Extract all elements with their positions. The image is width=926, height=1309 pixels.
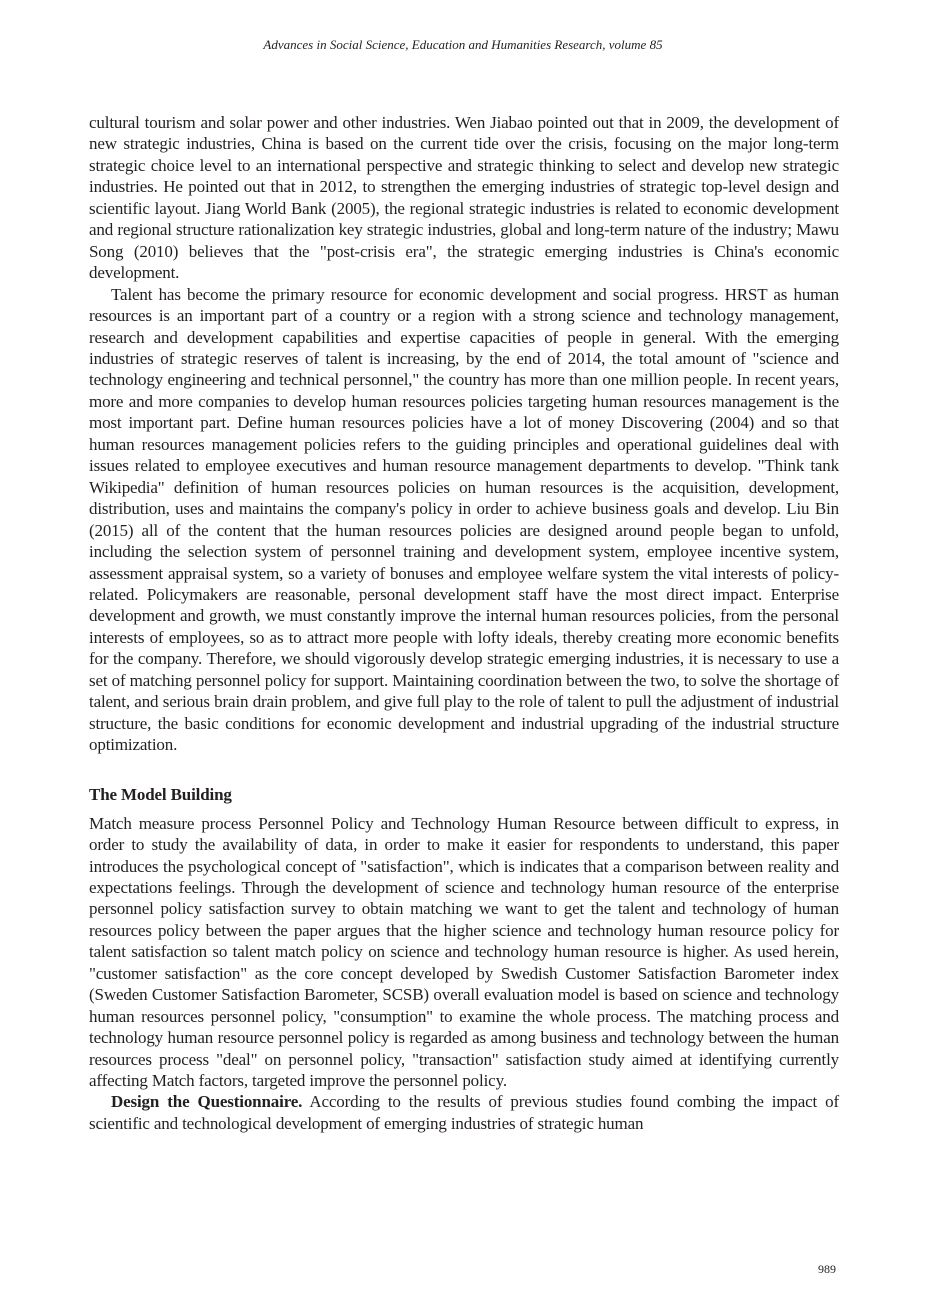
body-paragraph-2: Talent has become the primary resource for economic development and social progress. HRST as human resources is an important part of a country or a region with a strong science and technology management, research and development capabilities and expertise capacities of people in general. With the emerging industries of strategic reserves of talent is increasing, by the end of 2014, the total amount of "science and technology engineering and technical personnel," the country has more than one million people. In recent years, more and more companies to develop human resources policies targeting human resources management is the most important part. Define human resources policies have a lot of money Discovering (2004) and so that human resources management policies refers to the guiding principles and operational guidelines deal with issues related to employee executives and human resource management departments to develop. "Think tank Wikipedia" definition of human resources policies on human resources is the acquisition, development, distribution, uses and maintains the company's policy in order to achieve business goals and develop. Liu Bin (2015) all of the content that the human resources policies are designed around people began to unfold, including the selection system of personnel training and development system, employee incentive system, assessment appraisal system, so a variety of bonuses and employee welfare system the vital interests of policy-related. Policymakers are reasonable, personal development staff have the most direct impact. Enterprise development and growth, we must constantly improve the internal human resources policies, from the personal interests of employees, so as to attract more people with lofty ideals, thereby creating more economic benefits for the company. Therefore, we should vigorously develop strategic emerging industries, it is necessary to use a set of matching personnel policy for support. Maintaining coordination between the two, to solve the shortage of talent, and serious brain drain problem, and give full play to the role of talent to pull the adjustment of industrial structure, the basic conditions for economic development and industrial upgrading of the industrial structure optimization.: [89, 284, 839, 755]
page-content: [89, 112, 839, 1134]
section-heading: The Model Building: [89, 784, 232, 804]
running-header: Advances in Social Science, Education and Humanities Research, volume 85: [263, 37, 663, 52]
page-number: 989: [818, 1262, 836, 1276]
body-paragraph-1: cultural tourism and solar power and other industries. Wen Jiabao pointed out that in 2009, the development of new strategic industries, China is based on the current tide over the crisis, focusing on the major long-term strategic choice level to an international perspective and strategic thinking to select and develop new strategic industries. He pointed out that in 2012, to strengthen the emerging industries of strategic top-level design and scientific layout. Jiang World Bank (2005), the regional strategic industries is related to economic development and regional structure rationalization key strategic industries, global and long-term nature of the industry; Mawu Song (2010) believes that the "post-crisis era", the strategic emerging industries is China's economic development.: [89, 113, 839, 283]
subsection-text: According to the results of previous studies found combing the impact of scientific and technological development of emerging industries of strategic human: [89, 1092, 840, 1133]
run-in-heading: Design the Questionnaire.: [111, 1092, 303, 1112]
section-paragraph-1: Match measure process Personnel Policy and Technology Human Resource between difficult to express, in order to study the availability of data, in order to make it easier for respondents to understand, this paper introduces the psychological concept of "satisfaction", which is indicates that a comparison between reality and expectations feelings. Through the development of science and technology human resource of the enterprise personnel policy satisfaction survey to obtain matching we want to get the talent and technology of human resources policy between the paper argues that the higher science and technology human resource policy for talent satisfaction so talent match policy on science and technology human resource is higher. As used herein, "customer satisfaction" as the core concept developed by Swedish Customer Satisfaction Barometer index (Sweden Customer Satisfaction Barometer, SCSB) overall evaluation model is based on science and technology human resources personnel policy, "consumption" to examine the whole process. The matching process and technology human resource personnel policy is regarded as among business and technology between the human resources process "deal" on personnel policy, "transaction" satisfaction study aimed at identifying currently affecting Match factors, targeted improve the personnel policy.: [89, 813, 839, 1091]
subsection-paragraph: [89, 1091, 839, 1134]
